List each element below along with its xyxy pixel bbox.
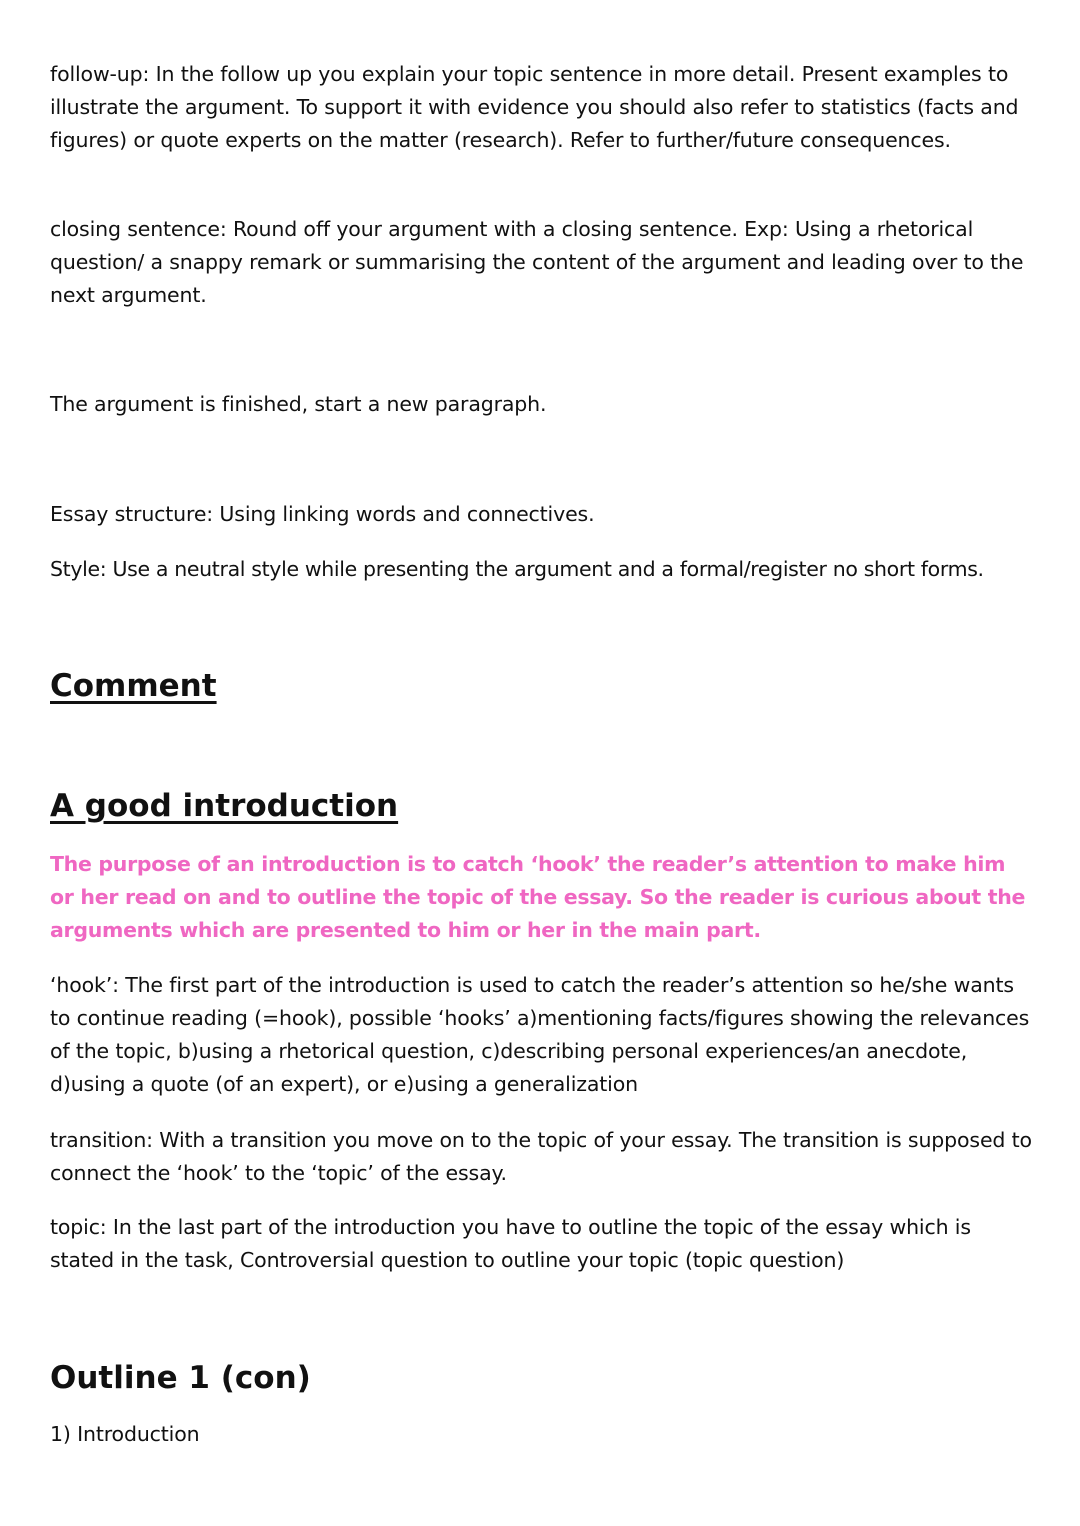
introduction-purpose-paragraph: The purpose of an introduction is to catch ‘hook’ the reader’s attention to make him or her read on and to outline the topic of the essay. So the reader is curious about the arguments which are presented to him or her in the main part. [50,852,1032,942]
hook-paragraph: ‘hook’: The first part of the introduction is used to catch the reader’s attention so he/she wants to continue reading (=hook), possible ‘hooks’ a)mentioning facts/figures showing the relevances of the topic, b)using a rhetorical question, c)describing personal experiences/an anecdote, d)using a quote (of an expert), or e)using a generalization [50,973,1036,1096]
style-paragraph: Style: Use a neutral style while presenting the argument and a formal/register no short forms. [50,557,984,581]
closing-sentence-paragraph: closing sentence: Round off your argument with a closing sentence. Exp: Using a rhetorical question/ a snappy remark or summarising the content of the argument and leading over to the next argument. [50,217,1030,307]
transition-paragraph: transition: With a transition you move on to the topic of your essay. The transition is supposed to connect the ‘hook’ to the ‘topic’ of the essay. [50,1128,1039,1185]
outline-heading: Outline 1 (con) [50,1360,311,1396]
good-introduction-heading: A good introduction [50,788,399,824]
argument-finished-paragraph: The argument is finished, start a new paragraph. [50,392,547,416]
essay-structure-paragraph: Essay structure: Using linking words and connectives. [50,502,595,526]
follow-up-paragraph: follow-up: In the follow up you explain your topic sentence in more detail. Present examples to illustrate the argument. To support it with evidence you should also refer to statistics (facts and figures) or quote experts on the matter (research). Refer to further/future consequences. [50,62,1025,152]
topic-paragraph: topic: In the last part of the introduction you have to outline the topic of the essay which is stated in the task, Controversial question to outline your topic (topic question) [50,1215,978,1272]
comment-heading: Comment [50,668,217,704]
outline-item-introduction: 1) Introduction [50,1422,200,1446]
